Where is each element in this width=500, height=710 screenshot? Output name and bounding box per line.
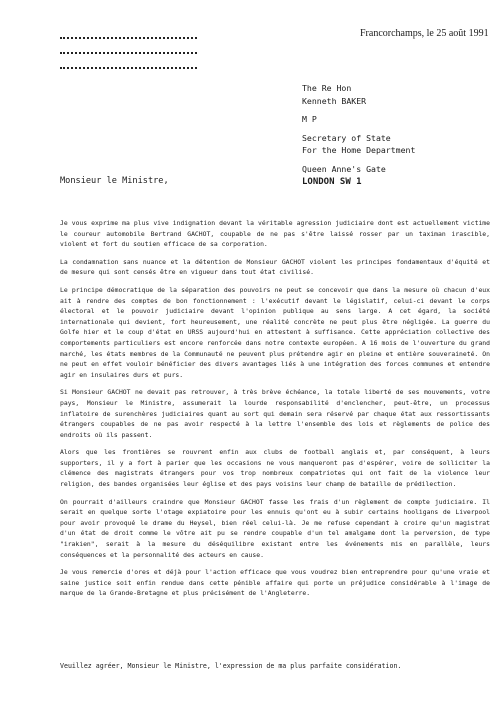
closing-formula: Veuillez agréer, Monsieur le Ministre, l'expression de ma plus parfaite considération. [60, 662, 402, 670]
addressee-line-6: Queen Anne's Gate [302, 163, 386, 174]
sender-dotted-line-2 [60, 52, 197, 54]
letter-body [60, 218, 490, 606]
sender-dotted-line-1 [60, 37, 197, 39]
paragraph-4: Si Monsieur GACHOT ne devait pas retrouver, à très brève échéance, la totale liberté de ses mouvements, votre pays, Monsieur le Ministre, assumerait la lourde responsabilité d'enclencher, peut-être, un processus inflatoire de surenchères judiciaires quant au sort qui demain sera réservé par chaque état aux ressortissants étrangers coupables de ne pas avoir respecté à la lettre l'ensemble des lois et règlements de police des endroits où ils passent. [60, 388, 490, 439]
paragraph-6: On pourrait d'ailleurs craindre que Monsieur GACHOT fasse les frais d'un règlement de compte judiciaire. Il serait en quelque sorte l'otage expiatoire pour les ennuis qu'ont eu à subir certains hooligans de Liverpool pour avoir provoqué le drame du Heysel, bien réel celui-là. Je me refuse cependant à croire qu'un magistrat d'un état de droit comme le vôtre ait pu se rendre coupable d'un tel amalgame dont la perversion, de type "irakien", serait à la mesure du déséquilibre existant entre les événements mis en parallèle, leurs conséquences et la personnalité des acteurs en cause. [60, 497, 490, 559]
addressee-block [302, 82, 492, 188]
paragraph-3: Le principe démocratique de la séparation des pouvoirs ne peut se concevoir que dans la mesure où chacun d'eux ait à rendre des comptes de bon fonctionnement : l'exécutif devant le législatif, celui-ci devant le corps électoral et le pouvoir judiciaire devant l'opinion publique au sens large. A cet égard, la société internationale qui devient, fort heureusement, une réalité concrète ne peut plus être négligée. La guerre du Golfe hier et le coup d'état en URSS aujourd'hui en attestent à suffisance. Cette appréciation collective des comportements particuliers est encore renforcée dans notre contexte européen. A 16 mois de l'ouverture du grand marché, les états membres de la Communauté ne peuvent plus prétendre agir en pleine et entière souveraineté. On ne peut en effet vouloir bénéficier des divers avantages liés à une intégration des forces communes et entendre agir en insulaires durs et purs. [60, 285, 490, 379]
paragraph-1: Je vous exprime ma plus vive indignation devant la véritable agression judiciaire dont est actuellement victime le coureur automobile Bertrand GACHOT, coupable de ne pas s'être laissé rosser par un taximan irascible, violent et fort du soutien efficace de sa corporation. [60, 219, 490, 249]
addressee-line-1: The Re Hon [302, 83, 352, 93]
paragraph-2: La condamnation sans nuance et la détention de Monsieur GACHOT violent les principes fondamentaux d'équité et de mesure qui sont censés être en vigueur dans tout état civilisé. [60, 257, 490, 277]
addressee-line-5: For the Home Department [302, 145, 416, 156]
dateline: Francorchamps, le 25 août 1991 [360, 28, 489, 39]
salutation: Monsieur le Ministre, [60, 176, 169, 186]
paragraph-5: Alors que les frontières se rouvrent enfin aux clubs de football anglais et, par conséquent, à leurs supporters, il y a fort à parier que les occasions ne vous manqueront pas d'espérer, voire de solliciter la clémence des magistrats étrangers pour vos trop nombreux compatriotes qui ont fait de la violence leur religion, des bandes organisées leur église et des pays voisins leur champ de bataille de prédilection. [60, 448, 490, 489]
paragraph-7: Je vous remercie d'ores et déjà pour l'action efficace que vous voudrez bien entreprendre pour qu'une vraie et saine justice soit enfin rendue dans cette pénible affaire qui porte un préjudice considérable à l'image de marque de la Grande-Bretagne et plus précisément de l'Angleterre. [60, 568, 490, 598]
addressee-line-2: Kenneth BAKER [302, 95, 367, 106]
addressee-line-7: LONDON SW 1 [302, 176, 362, 187]
addressee-line-3: M P [302, 114, 317, 125]
addressee-line-4: Secretary of State [302, 132, 391, 143]
sender-dotted-line-3 [60, 67, 197, 69]
